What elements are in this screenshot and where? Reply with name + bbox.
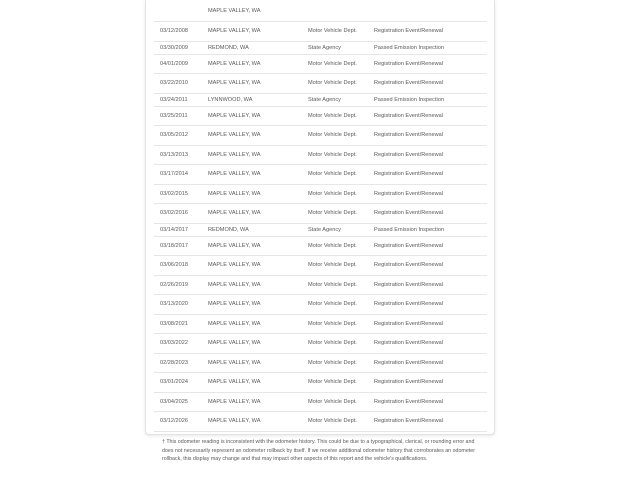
table-row xyxy=(154,185,487,205)
location-cell: REDMOND, WA xyxy=(208,226,249,233)
location-cell: MAPLE VALLEY, WA xyxy=(208,262,261,268)
table-row xyxy=(154,126,487,146)
location-cell: MAPLE VALLEY, WA xyxy=(208,320,261,327)
location-cell: MAPLE VALLEY, WA xyxy=(208,8,261,14)
source-cell: Motor Vehicle Dept. xyxy=(308,242,357,249)
table-row xyxy=(154,315,487,335)
location-cell: MAPLE VALLEY, WA xyxy=(208,340,261,346)
table-row xyxy=(154,0,487,22)
event-cell: Registration Event/Renewal xyxy=(374,320,444,327)
table-row xyxy=(154,295,487,315)
history-card xyxy=(145,0,495,435)
event-cell: Passed Emission Inspection xyxy=(374,96,444,103)
location-cell: MAPLE VALLEY, WA xyxy=(208,132,261,138)
table-row xyxy=(154,256,487,276)
location-cell: MAPLE VALLEY, WA xyxy=(208,398,261,405)
event-cell: Registration Event/Renewal xyxy=(374,28,444,34)
event-cell: Registration Event/Renewal xyxy=(374,151,444,158)
odometer-footnote: † This odometer reading is inconsistent with the odometer history. This could be due to a typographical, clerical, or rounding error and does not necessarily represent an odometer rollback by itself. If we receive additional odometer history that corroborates an odometer rollback, this display may change and that may impact other aspects of this report and the vehicle's qualifications. xyxy=(162,439,475,463)
source-cell: Motor Vehicle Dept. xyxy=(308,60,357,67)
source-cell: State Agency xyxy=(308,226,341,233)
location-cell: MAPLE VALLEY, WA xyxy=(208,171,261,177)
table-row xyxy=(154,165,487,185)
date-cell: 03/24/2011 xyxy=(160,96,188,103)
event-cell: Registration Event/Renewal xyxy=(374,80,444,86)
location-cell: MAPLE VALLEY, WA xyxy=(208,379,261,385)
date-cell: 03/13/2013 xyxy=(160,151,188,158)
table-row xyxy=(154,373,487,393)
location-cell: MAPLE VALLEY, WA xyxy=(208,190,261,197)
event-cell: Registration Event/Renewal xyxy=(374,301,444,307)
table-row xyxy=(154,55,487,75)
source-cell: Motor Vehicle Dept. xyxy=(308,379,357,385)
event-cell: Registration Event/Renewal xyxy=(374,379,444,385)
location-cell: MAPLE VALLEY, WA xyxy=(208,418,261,424)
event-cell: Registration Event/Renewal xyxy=(374,340,444,346)
location-cell: MAPLE VALLEY, WA xyxy=(208,112,261,119)
date-cell: 03/30/2009 xyxy=(160,44,188,51)
event-cell: Passed Emission Inspection xyxy=(374,44,444,51)
table-row xyxy=(154,276,487,296)
source-cell: Motor Vehicle Dept. xyxy=(308,190,357,197)
date-cell: 03/02/2015 xyxy=(160,190,188,197)
event-cell: Registration Event/Renewal xyxy=(374,132,444,138)
table-row xyxy=(154,354,487,374)
date-cell: 03/06/2018 xyxy=(160,262,188,268)
source-cell: Motor Vehicle Dept. xyxy=(308,340,357,346)
source-cell: Motor Vehicle Dept. xyxy=(308,210,357,216)
date-cell: 03/17/2014 xyxy=(160,171,188,177)
date-cell: 03/01/2024 xyxy=(160,379,188,385)
source-cell: State Agency xyxy=(308,96,341,103)
history-table xyxy=(154,0,487,432)
location-cell: MAPLE VALLEY, WA xyxy=(208,242,261,249)
date-cell: 03/02/2016 xyxy=(160,210,188,216)
event-cell: Registration Event/Renewal xyxy=(374,281,444,288)
location-cell: MAPLE VALLEY, WA xyxy=(208,151,261,158)
source-cell: Motor Vehicle Dept. xyxy=(308,281,357,288)
source-cell: Motor Vehicle Dept. xyxy=(308,28,357,34)
date-cell: 03/05/2012 xyxy=(160,132,188,138)
location-cell: MAPLE VALLEY, WA xyxy=(208,60,261,67)
table-row xyxy=(154,94,487,107)
location-cell: MAPLE VALLEY, WA xyxy=(208,80,261,86)
source-cell: State Agency xyxy=(308,44,341,51)
location-cell: LYNNWOOD, WA xyxy=(208,96,253,103)
table-row xyxy=(154,146,487,166)
location-cell: MAPLE VALLEY, WA xyxy=(208,28,261,34)
source-cell: Motor Vehicle Dept. xyxy=(308,132,357,138)
date-cell: 03/18/2017 xyxy=(160,242,188,249)
event-cell: Registration Event/Renewal xyxy=(374,112,444,119)
source-cell: Motor Vehicle Dept. xyxy=(308,418,357,424)
date-cell: 04/01/2009 xyxy=(160,60,188,67)
source-cell: Motor Vehicle Dept. xyxy=(308,151,357,158)
location-cell: MAPLE VALLEY, WA xyxy=(208,210,261,216)
location-cell: MAPLE VALLEY, WA xyxy=(208,301,261,307)
location-cell: REDMOND, WA xyxy=(208,44,249,51)
table-row xyxy=(154,393,487,413)
table-row xyxy=(154,334,487,354)
event-cell: Registration Event/Renewal xyxy=(374,210,444,216)
event-cell: Registration Event/Renewal xyxy=(374,190,444,197)
table-row xyxy=(154,42,487,55)
date-cell: 03/12/2026 xyxy=(160,418,188,424)
table-row xyxy=(154,412,487,432)
date-cell: 03/13/2020 xyxy=(160,301,188,307)
date-cell: 03/04/2025 xyxy=(160,398,188,405)
location-cell: MAPLE VALLEY, WA xyxy=(208,281,261,288)
table-row xyxy=(154,74,487,94)
date-cell: 03/14/2017 xyxy=(160,226,188,233)
event-cell: Registration Event/Renewal xyxy=(374,60,444,67)
source-cell: Motor Vehicle Dept. xyxy=(308,112,357,119)
date-cell: 02/28/2023 xyxy=(160,359,188,366)
source-cell: Motor Vehicle Dept. xyxy=(308,359,357,366)
event-cell: Registration Event/Renewal xyxy=(374,359,444,366)
date-cell: 02/26/2019 xyxy=(160,281,188,288)
source-cell: Motor Vehicle Dept. xyxy=(308,301,357,307)
source-cell: Motor Vehicle Dept. xyxy=(308,80,357,86)
source-cell: Motor Vehicle Dept. xyxy=(308,398,357,405)
table-row xyxy=(154,237,487,257)
date-cell: 03/12/2008 xyxy=(160,28,188,34)
source-cell: Motor Vehicle Dept. xyxy=(308,262,357,268)
date-cell: 03/25/2011 xyxy=(160,112,188,119)
event-cell: Registration Event/Renewal xyxy=(374,262,444,268)
date-cell: 03/08/2021 xyxy=(160,320,188,327)
event-cell: Registration Event/Renewal xyxy=(374,242,444,249)
event-cell: Registration Event/Renewal xyxy=(374,171,444,177)
table-row xyxy=(154,224,487,237)
date-cell: 03/22/2010 xyxy=(160,80,188,86)
source-cell: Motor Vehicle Dept. xyxy=(308,171,357,177)
event-cell: Passed Emission Inspection xyxy=(374,226,444,233)
table-row xyxy=(154,204,487,224)
table-row xyxy=(154,22,487,42)
source-cell: Motor Vehicle Dept. xyxy=(308,320,357,327)
event-cell: Registration Event/Renewal xyxy=(374,398,444,405)
date-cell: 03/03/2022 xyxy=(160,340,188,346)
location-cell: MAPLE VALLEY, WA xyxy=(208,359,261,366)
table-row xyxy=(154,107,487,127)
event-cell: Registration Event/Renewal xyxy=(374,418,444,424)
